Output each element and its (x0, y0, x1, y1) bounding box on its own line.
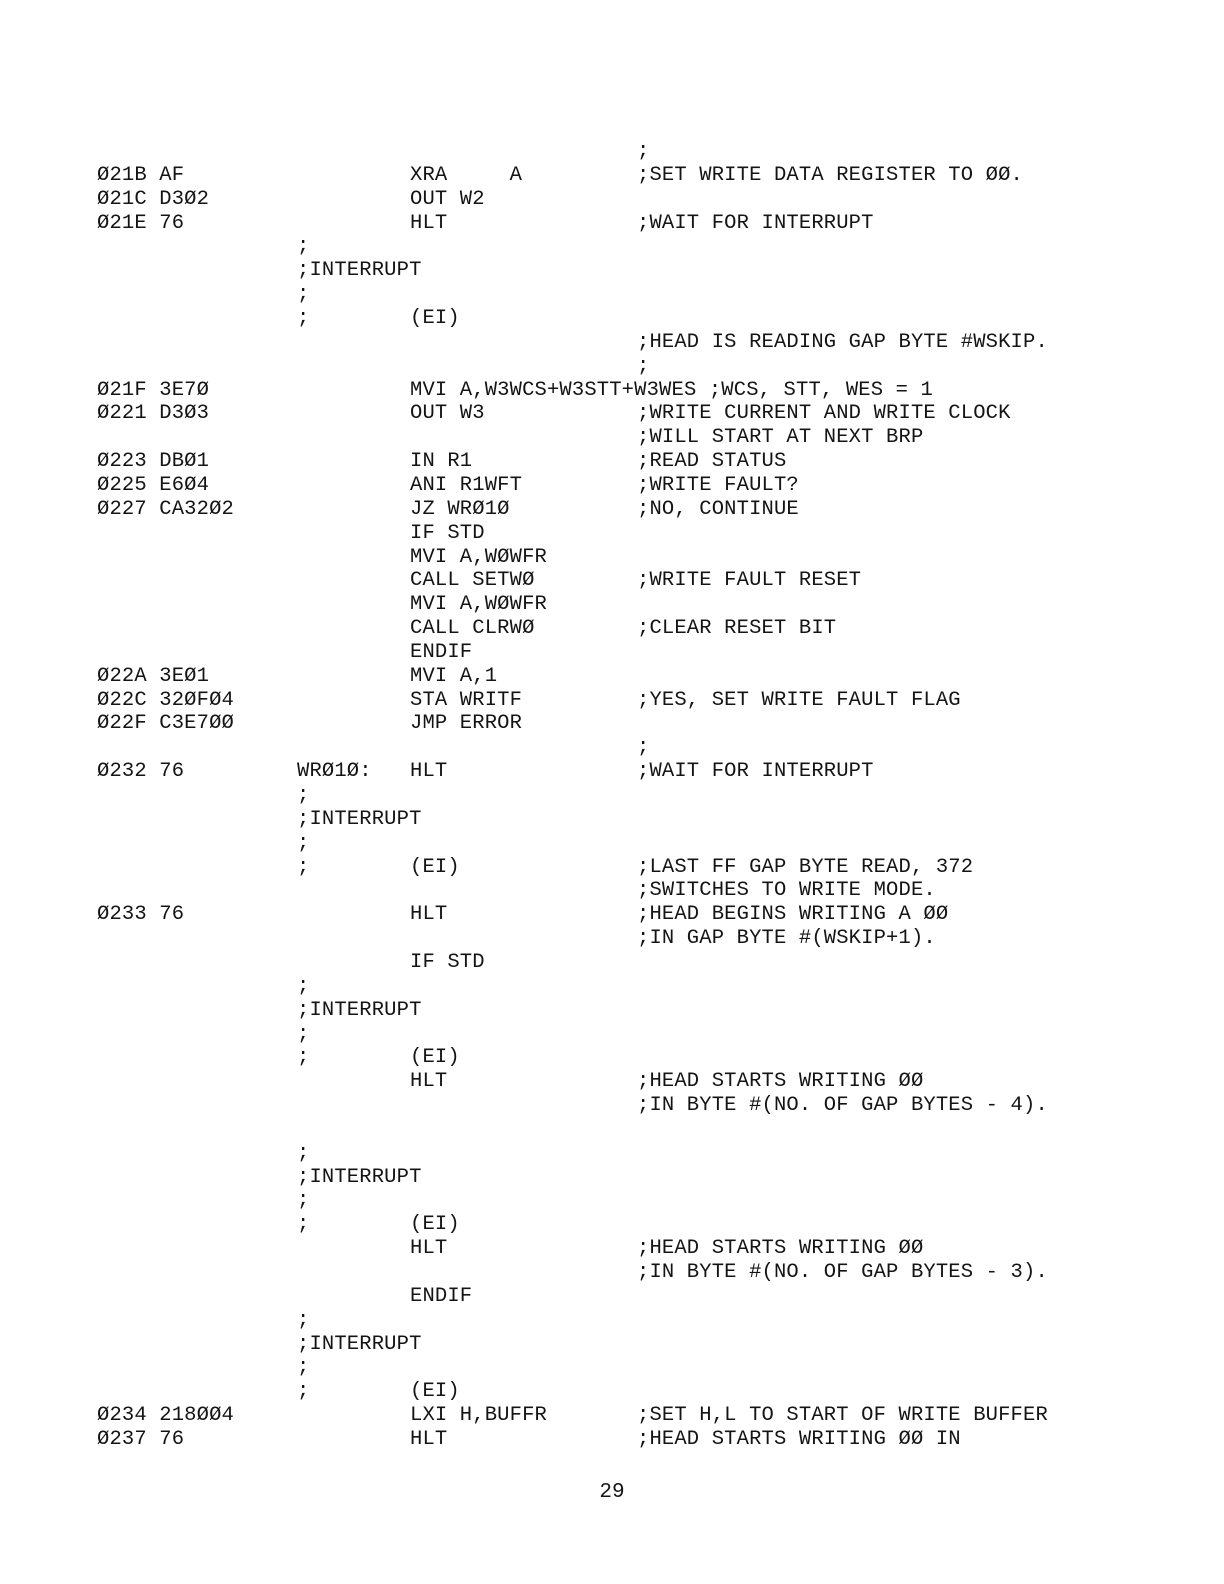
opcode-field: ENDIF (410, 640, 473, 664)
comment-field: ;NO, CONTINUE (637, 497, 799, 521)
opcode-field: LXI H,BUFFR (410, 1404, 547, 1428)
listing-line (0, 164, 1224, 188)
opcode-field: ENDIF (410, 1284, 473, 1308)
comment-field: ;YES, SET WRITE FAULT FLAG (637, 688, 961, 712)
listing-line (0, 1309, 1224, 1333)
label-field: ;INTERRUPT (297, 1332, 422, 1356)
comment-field: ; (637, 354, 650, 378)
opcode-field: CALL SETWØ (410, 569, 535, 593)
listing-line (0, 1356, 1224, 1380)
comment-field: ; (637, 140, 650, 163)
listing-line (0, 259, 1224, 283)
listing-line (0, 426, 1224, 450)
listing-line (0, 951, 1224, 975)
listing-line (0, 1380, 1224, 1404)
opcode-field: MVI A,1 (410, 664, 498, 688)
listing-line (0, 1404, 1224, 1428)
listing-line (0, 1333, 1224, 1357)
opcode-field: JMP ERROR (410, 712, 523, 736)
opcode-field: HLT (410, 1070, 448, 1094)
listing-line (0, 235, 1224, 259)
label-field: ; (297, 855, 310, 879)
comment-field: ;WAIT FOR INTERRUPT (637, 211, 874, 235)
page-number: 29 (599, 1481, 625, 1504)
label-field: ; (297, 307, 310, 330)
listing-line (0, 450, 1224, 474)
label-field: ; (297, 831, 310, 855)
label-field: ; (297, 1356, 310, 1380)
listing-line (0, 569, 1224, 593)
listing-line (0, 546, 1224, 570)
listing-line (0, 307, 1224, 331)
opcode-field: XRA A (410, 163, 523, 187)
comment-field: ;LAST FF GAP BYTE READ, 372 (637, 855, 974, 879)
comment-field: ;WAIT FOR INTERRUPT (637, 760, 874, 784)
listing-line (0, 927, 1224, 951)
listing-line (0, 355, 1224, 379)
listing-line (0, 188, 1224, 212)
opcode-field: ANI R1WFT (410, 473, 523, 497)
listing-line (0, 1428, 1224, 1452)
opcode-field: IF STD (410, 950, 485, 974)
label-field: ;INTERRUPT (297, 259, 422, 283)
label-field: ; (297, 1380, 310, 1404)
label-field: ; (297, 1046, 310, 1070)
listing-line (0, 331, 1224, 355)
opcode-field: HLT (410, 903, 448, 927)
address-field: Ø21F 3E7Ø (97, 378, 210, 402)
address-field: Ø223 DBØ1 (97, 450, 210, 474)
address-field: Ø237 76 (97, 1427, 185, 1451)
listing-line (0, 1261, 1224, 1285)
label-field: ;INTERRUPT (297, 998, 422, 1022)
label-field: ; (297, 784, 310, 807)
listing-line (0, 689, 1224, 713)
listing-line (0, 1070, 1224, 1094)
label-field: ; (297, 1022, 310, 1046)
listing-line (0, 498, 1224, 522)
address-field: Ø21E 76 (97, 211, 185, 235)
listing-line (0, 379, 1224, 403)
address-field: Ø21B AF (97, 163, 185, 187)
opcode-field: (EI) (410, 1046, 460, 1070)
opcode-field: MVI A,W3WCS+W3STT+W3WES ;WCS, STT, WES = 1 (410, 378, 933, 402)
comment-field: ;WILL START AT NEXT BRP (637, 426, 924, 450)
address-field: Ø22C 32ØFØ4 (97, 688, 234, 712)
opcode-field: MVI A,WØWFR (410, 593, 547, 617)
comment-field: ;HEAD BEGINS WRITING A ØØ (637, 903, 949, 927)
opcode-field: MVI A,WØWFR (410, 545, 547, 569)
opcode-field: IF STD (410, 521, 485, 545)
opcode-field: (EI) (410, 1380, 460, 1404)
label-field: ; (297, 1189, 310, 1213)
listing-line (0, 474, 1224, 498)
address-field: Ø225 E6Ø4 (97, 473, 210, 497)
listing-line (0, 879, 1224, 903)
address-field: Ø221 D3Ø3 (97, 402, 210, 426)
comment-field: ;HEAD IS READING GAP BYTE #WSKIP. (637, 330, 1048, 354)
address-field: Ø227 CA32Ø2 (97, 497, 234, 521)
listing-line (0, 784, 1224, 808)
listing-line (0, 1094, 1224, 1118)
opcode-field: HLT (410, 211, 448, 235)
comment-field: ;IN BYTE #(NO. OF GAP BYTES - 4). (637, 1094, 1048, 1117)
listing-line (0, 140, 1224, 164)
listing-line (0, 617, 1224, 641)
listing-line (0, 736, 1224, 760)
listing-line (0, 975, 1224, 999)
address-field: Ø233 76 (97, 903, 185, 927)
comment-field: ;CLEAR RESET BIT (637, 617, 837, 640)
opcode-field: HLT (410, 1427, 448, 1451)
label-field: ; (297, 283, 310, 307)
opcode-field: OUT W3 (410, 402, 485, 426)
address-field: Ø232 76 (97, 760, 185, 784)
opcode-field: IN R1 (410, 450, 473, 474)
comment-field: ;WRITE CURRENT AND WRITE CLOCK (637, 402, 1011, 426)
listing-line (0, 808, 1224, 832)
comment-field: ;HEAD STARTS WRITING ØØ (637, 1070, 924, 1094)
listing-line (0, 1142, 1224, 1166)
listing-line (0, 760, 1224, 784)
listing-line (0, 1118, 1224, 1142)
listing-line (0, 593, 1224, 617)
listing-line (0, 641, 1224, 665)
label-field: ; (297, 1141, 310, 1165)
listing-line (0, 1213, 1224, 1237)
comment-field: ;SET H,L TO START OF WRITE BUFFER (637, 1404, 1048, 1428)
label-field: WRØ1Ø: (297, 760, 372, 784)
address-field: Ø22A 3EØ1 (97, 664, 210, 688)
opcode-field: JZ WRØ1Ø (410, 497, 510, 521)
label-field: ;INTERRUPT (297, 1165, 422, 1189)
listing-line (0, 1166, 1224, 1190)
label-field: ; (297, 1308, 310, 1332)
listing-line (0, 1285, 1224, 1309)
comment-field: ;WRITE FAULT? (637, 473, 799, 497)
opcode-field: (EI) (410, 307, 460, 330)
address-field: Ø234 218ØØ4 (97, 1404, 234, 1428)
label-field: ;INTERRUPT (297, 807, 422, 831)
listing-line (0, 283, 1224, 307)
listing-line (0, 832, 1224, 856)
opcode-field: (EI) (410, 855, 460, 879)
comment-field: ;IN BYTE #(NO. OF GAP BYTES - 3). (637, 1261, 1048, 1284)
opcode-field: (EI) (410, 1213, 460, 1237)
opcode-field: OUT W2 (410, 187, 485, 211)
listing-line (0, 665, 1224, 689)
label-field: ; (297, 235, 310, 259)
listing-line (0, 712, 1224, 736)
address-field: Ø21C D3Ø2 (97, 187, 210, 211)
comment-field: ;HEAD STARTS WRITING ØØ (637, 1237, 924, 1261)
opcode-field: STA WRITF (410, 688, 523, 712)
listing-line (0, 1189, 1224, 1213)
comment-field: ;WRITE FAULT RESET (637, 569, 862, 593)
listing-line (0, 212, 1224, 236)
listing-line (0, 903, 1224, 927)
comment-field: ;HEAD STARTS WRITING ØØ IN (637, 1427, 961, 1451)
opcode-field: CALL CLRWØ (410, 617, 535, 640)
address-field: Ø22F C3E7ØØ (97, 712, 234, 736)
listing-line (0, 1046, 1224, 1070)
listing-line (0, 522, 1224, 546)
comment-field: ;IN GAP BYTE #(WSKIP+1). (637, 927, 936, 951)
listing-line (0, 1023, 1224, 1047)
label-field: ; (297, 974, 310, 998)
comment-field: ; (637, 736, 650, 760)
opcode-field: HLT (410, 760, 448, 784)
opcode-field: HLT (410, 1237, 448, 1261)
label-field: ; (297, 1213, 310, 1237)
listing-line (0, 1237, 1224, 1261)
listing-line (0, 999, 1224, 1023)
listing-line (0, 856, 1224, 880)
comment-field: ;SET WRITE DATA REGISTER TO ØØ. (637, 163, 1024, 187)
comment-field: ;SWITCHES TO WRITE MODE. (637, 879, 936, 903)
listing-line (0, 402, 1224, 426)
comment-field: ;READ STATUS (637, 450, 787, 474)
